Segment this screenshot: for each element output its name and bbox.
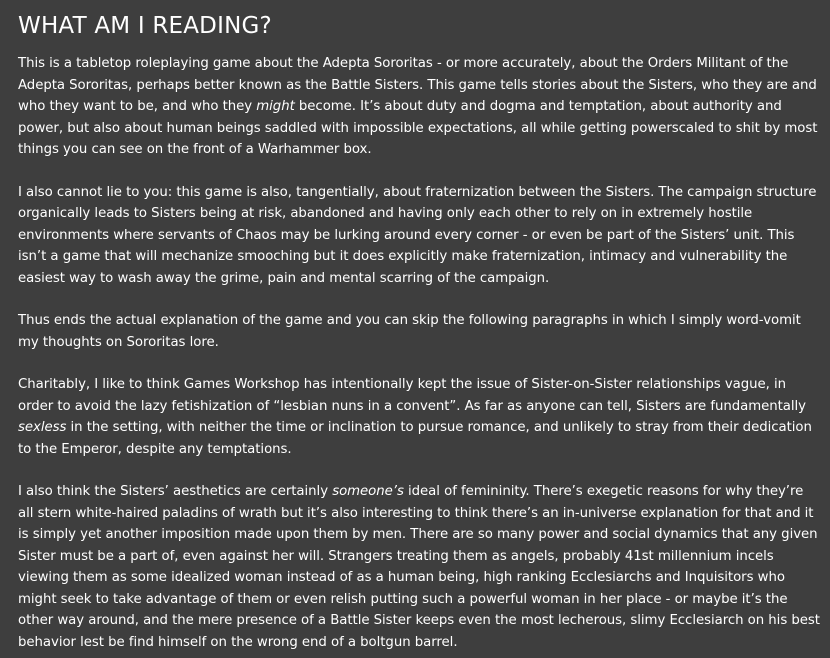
paragraph-games-workshop bbox=[18, 374, 820, 460]
emphasis-someones: someone’s bbox=[332, 484, 404, 499]
paragraph-aesthetics-text-b: ideal of femininity. There’s exegetic reasons for why they’re all stern white-haired paladins of wrath but it’s also interesting to think there’s an in-universe explanation for that and it is simply yet another imposition made upon them by men. There are so many power and social dynamics that any given Sister must be a part of, even against her will. Strangers treating them as angels, probably 41st millennium incels viewing them as some idealized woman instead of as a human being, high ranking Ecclesiarchs and Inquisitors who might seek to take advantage of them or even relish putting such a powerful woman in her place - or maybe it’s the other way around, and the mere presence of a Battle Sister keeps even the most lecherous, slimy Ecclesiarch on his best behavior lest be find himself on the wrong end of a boltgun barrel. bbox=[18, 484, 820, 650]
section-heading: WHAT AM I READING? bbox=[18, 13, 272, 39]
paragraph-intro-text-b: become. It’s about duty and dogma and temptation, about authority and power, but also about human beings saddled with impossible expectations, all while getting powerscaled to shit by most things you can see on the front of a Warhammer box. bbox=[18, 99, 818, 157]
emphasis-sexless: sexless bbox=[18, 420, 67, 435]
paragraph-intro bbox=[18, 53, 820, 161]
paragraph-aesthetics-text-a: I also think the Sisters’ aesthetics are certainly bbox=[18, 484, 333, 499]
paragraph-fraternization: I also cannot lie to you: this game is also, tangentially, about fraternization between the Sisters. The campaign structure organically leads to Sisters being at risk, abandoned and having only each other to rely on in extremely hostile environments where servants of Chaos may be lurking around every corner - or even be part of the Sisters’ unit. This isn’t a game that will mechanize smooching but it does explicitly make fraternization, intimacy and vulnerability the easiest way to wash away the grime, pain and mental scarring of the campaign. bbox=[18, 184, 817, 286]
paragraph-skip-note: Thus ends the actual explanation of the game and you can skip the following paragraphs in which I simply word-vomit my thoughts on Sororitas lore. bbox=[18, 313, 801, 350]
paragraph-games-workshop-text-a: Charitably, I like to think Games Workshop has intentionally kept the issue of Sister-on-Sister relationships vague, in order to avoid the lazy fetishization of “lesbian nuns in a convent”. As far as anyone can tell, Sisters are fundamentally bbox=[18, 377, 806, 414]
paragraph-games-workshop-text-b: in the setting, with neither the time or inclination to pursue romance, and unlikely to stray from their dedication to the Emperor, despite any temptations. bbox=[18, 420, 812, 457]
paragraph-intro-text-a: This is a tabletop roleplaying game about the Adepta Sororitas - or more accurately, about the Orders Militant of the Adepta Sororitas, perhaps better known as the Battle Sisters. This game tells stories about the Sisters, who they are and who they want to be, and who they bbox=[18, 56, 817, 114]
emphasis-might: might bbox=[256, 99, 295, 114]
paragraph-aesthetics bbox=[18, 481, 820, 653]
